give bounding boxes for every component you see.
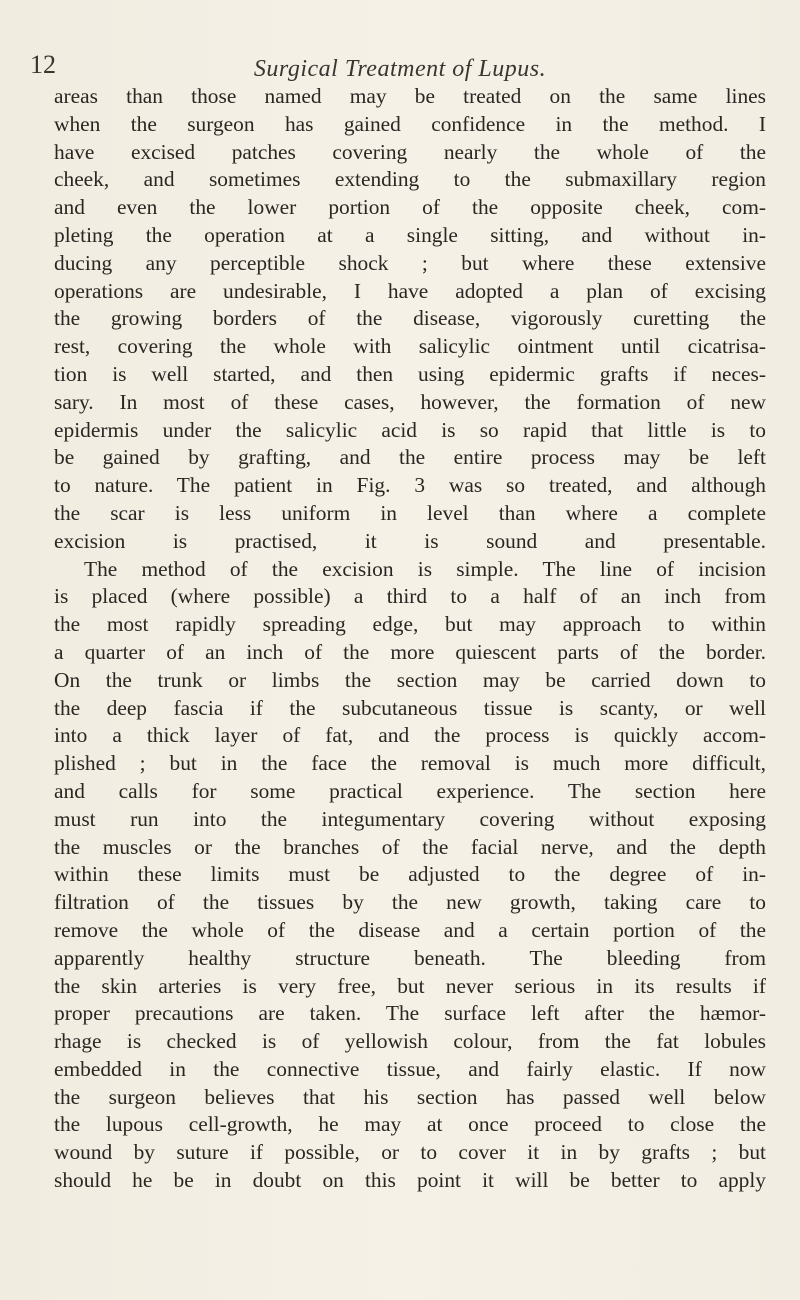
text-line: into a thick layer of fat, and the process is quickly accom- (54, 723, 766, 748)
text-line: and calls for some practical experience. The section here (54, 778, 766, 803)
text-line: is placed (where possible) a third to a half of an inch from (54, 584, 766, 609)
text-line: have excised patches covering nearly the whole of the (54, 139, 766, 164)
text-line: plished ; but in the face the removal is much more difficult, (54, 751, 766, 776)
text-line: filtration of the tissues by the new growth, taking care to (54, 890, 766, 915)
body-text (54, 83, 766, 1195)
text-line: the muscles or the branches of the facial nerve, and the depth (54, 834, 766, 859)
text-line: rhage is checked is of yellowish colour, from the fat lobules (54, 1029, 766, 1054)
text-line: remove the whole of the disease and a certain portion of the (54, 917, 766, 942)
text-line: the surgeon believes that his section has passed well below (54, 1084, 766, 1109)
text-line: operations are undesirable, I have adopted a plan of excising (54, 278, 766, 303)
text-line: sary. In most of these cases, however, the formation of new (54, 389, 766, 414)
text-line: cheek, and sometimes extending to the submaxillary region (54, 167, 766, 192)
text-line: the skin arteries is very free, but never serious in its results if (54, 973, 766, 998)
text-line: the growing borders of the disease, vigorously curetting the (54, 306, 766, 331)
text-line: tion is well started, and then using epidermic grafts if neces- (54, 361, 766, 386)
text-line: be gained by grafting, and the entire process may be left (54, 445, 766, 470)
text-line: The method of the excision is simple. The line of incision (84, 556, 766, 581)
page-number: 12 (30, 50, 56, 79)
text-line: pleting the operation at a single sitting, and without in- (54, 222, 766, 247)
text-line: when the surgeon has gained confidence in the method. I (54, 111, 766, 136)
text-line: ducing any perceptible shock ; but where these extensive (54, 250, 766, 275)
text-line: to nature. The patient in Fig. 3 was so treated, and although (54, 473, 766, 498)
text-line: wound by suture if possible, or to cover it in by grafts ; but (54, 1140, 766, 1165)
text-line: On the trunk or limbs the section may be carried down to (54, 667, 766, 692)
text-line: within these limits must be adjusted to the degree of in- (54, 862, 766, 887)
text-line: areas than those named may be treated on the same lines (54, 84, 766, 108)
text-line: embedded in the connective tissue, and fairly elastic. If now (54, 1056, 766, 1081)
text-line: should he be in doubt on this point it will be better to apply (54, 1168, 766, 1193)
text-line: rest, covering the whole with salicylic ointment until cicatrisa- (54, 334, 766, 359)
text-line: the lupous cell-growth, he may at once proceed to close the (54, 1112, 766, 1137)
text-line: a quarter of an inch of the more quiescent parts of the border. (54, 639, 766, 664)
text-line: must run into the integumentary covering without exposing (54, 806, 766, 831)
text-line: and even the lower portion of the opposite cheek, com- (54, 195, 766, 220)
text-line: epidermis under the salicylic acid is so rapid that little is to (54, 417, 766, 442)
text-line: the deep fascia if the subcutaneous tissue is scanty, or well (54, 695, 766, 720)
text-line: apparently healthy structure beneath. The bleeding from (54, 945, 766, 970)
text-line: the most rapidly spreading edge, but may approach to within (54, 612, 766, 637)
text-line: excision is practised, it is sound and presentable. (54, 528, 766, 553)
text-line: proper precautions are taken. The surface left after the hæmor- (54, 1001, 766, 1026)
text-line: the scar is less uniform in level than where a complete (54, 500, 766, 525)
running-title: Surgical Treatment of Lupus. (253, 56, 547, 82)
